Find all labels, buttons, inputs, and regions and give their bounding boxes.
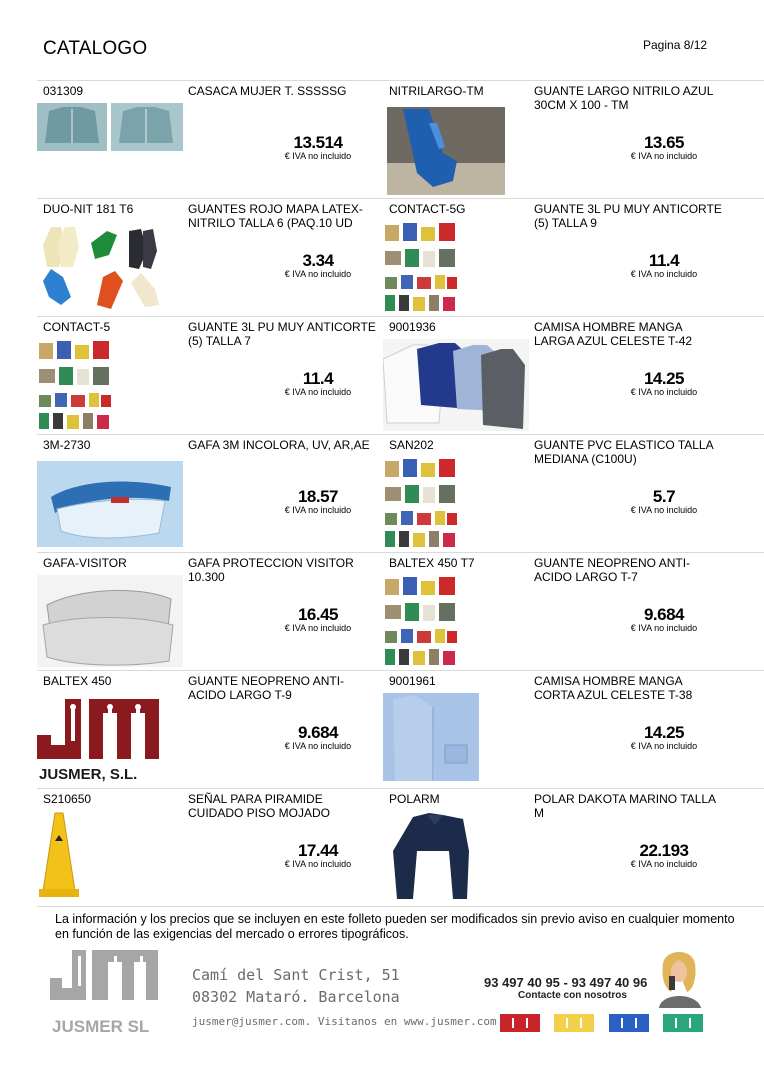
product-price: 13.65 xyxy=(643,133,685,152)
product-row xyxy=(37,316,764,434)
product-price: 9.684 xyxy=(643,605,685,624)
product-price: 3.34 xyxy=(302,251,334,270)
visitor-glasses-image xyxy=(37,575,183,667)
product-row xyxy=(37,198,764,316)
iva-note: € IVA no incluido xyxy=(630,859,698,869)
product-code: POLARM xyxy=(389,792,440,806)
blue-shirt-image xyxy=(383,693,529,785)
product-card[interactable] xyxy=(383,435,764,552)
product-card[interactable] xyxy=(37,81,383,198)
blue-glove-image xyxy=(383,103,529,195)
gloves-grid-image xyxy=(383,457,529,549)
product-card[interactable] xyxy=(383,671,764,788)
iva-note: € IVA no incluido xyxy=(630,151,698,161)
product-card[interactable] xyxy=(37,789,383,906)
iva-note: € IVA no incluido xyxy=(630,387,698,397)
product-description: GUANTE NEOPRENO ANTI-ACIDO LARGO T-7 xyxy=(534,556,691,584)
product-price: 16.45 xyxy=(297,605,339,624)
product-description: GUANTE PVC ELASTICO TALLA MEDIANA (C100U) xyxy=(534,438,713,466)
iva-note: € IVA no incluido xyxy=(284,151,352,161)
tunic-image xyxy=(37,103,183,195)
product-description: SEÑAL PARA PIRAMIDE CUIDADO PISO MOJADO xyxy=(188,792,331,820)
price-disclaimer: La información y los precios que se incluyen en este folleto pueden ser modificados sin previo aviso en cualquier momento en función de las exigencias del mercado o errores tipográficos. xyxy=(55,912,735,941)
wet-floor-cone-image xyxy=(37,811,183,903)
jusmer-logo xyxy=(37,693,183,785)
gloves-grid-image xyxy=(383,575,529,667)
product-code: SAN202 xyxy=(389,438,434,452)
gloves-grid-image xyxy=(37,339,183,431)
iva-note: € IVA no incluido xyxy=(284,387,352,397)
page-number: Pagina 8/12 xyxy=(643,38,708,52)
product-price: 18.57 xyxy=(297,487,339,506)
product-description: GUANTE NEOPRENO ANTI-ACIDO LARGO T-9 xyxy=(188,674,345,702)
product-card[interactable] xyxy=(383,81,764,198)
product-row xyxy=(37,80,764,198)
product-code: CONTACT-5 xyxy=(43,320,111,334)
product-code: GAFA-VISITOR xyxy=(43,556,127,570)
call-center-woman-image xyxy=(653,946,707,1008)
product-code: DUO-NIT 181 T6 xyxy=(43,202,134,216)
product-code: NITRILARGO-TM xyxy=(389,84,484,98)
iva-note: € IVA no incluido xyxy=(284,505,352,515)
contact-us-label: Contacte con nosotros xyxy=(518,990,627,1001)
product-grid xyxy=(37,80,764,907)
product-row xyxy=(37,670,764,788)
iva-note: € IVA no incluido xyxy=(630,505,698,515)
jm-logo-teal xyxy=(663,1010,703,1034)
product-description: GUANTES ROJO MAPA LATEX-NITRILO TALLA 6 (PAQ.10 UD xyxy=(188,202,363,230)
product-description: GUANTE 3L PU MUY ANTICORTE (5) TALLA 7 xyxy=(188,320,376,348)
product-card[interactable] xyxy=(383,199,764,316)
product-price: 13.514 xyxy=(293,133,343,152)
product-card[interactable] xyxy=(37,435,383,552)
iva-note: € IVA no incluido xyxy=(284,741,352,751)
product-description: POLAR DAKOTA MARINO TALLA M xyxy=(534,792,716,820)
product-code: CONTACT-5G xyxy=(389,202,466,216)
product-code: 9001961 xyxy=(389,674,436,688)
phone-numbers[interactable]: 93 497 40 95 - 93 497 40 96 xyxy=(484,975,648,990)
product-description: CAMISA HOMBRE MANGA LARGA AZUL CELESTE T-42 xyxy=(534,320,693,348)
iva-note: € IVA no incluido xyxy=(284,623,352,633)
jusmer-sl-logo xyxy=(46,948,162,1036)
product-price: 5.7 xyxy=(652,487,676,506)
product-price: 11.4 xyxy=(648,251,680,270)
product-card[interactable] xyxy=(37,199,383,316)
product-description: GAFA PROTECCION VISITOR 10.300 xyxy=(188,556,354,584)
jm-logo-yellow xyxy=(554,1010,594,1034)
product-row xyxy=(37,552,764,670)
product-card[interactable] xyxy=(37,317,383,434)
jusmer-logo-text: JUSMER, S.L. xyxy=(39,766,138,783)
fleece-jacket-image xyxy=(383,811,529,903)
product-code: BALTEX 450 xyxy=(43,674,112,688)
shirts-image xyxy=(383,339,529,431)
iva-note: € IVA no incluido xyxy=(630,269,698,279)
product-description: GUANTE LARGO NITRILO AZUL 30CM X 100 - TM xyxy=(534,84,713,112)
contact-email-web[interactable]: jusmer@jusmer.com. Visitanos en www.jusmer.com xyxy=(192,1015,497,1028)
iva-note: € IVA no incluido xyxy=(284,269,352,279)
address-street: Camí del Sant Crist, 51 xyxy=(192,966,400,984)
product-description: GAFA 3M INCOLORA, UV, AR,AE xyxy=(188,438,370,452)
product-price: 17.44 xyxy=(297,841,339,860)
company-address xyxy=(192,964,497,1032)
product-description: CAMISA HOMBRE MANGA CORTA AZUL CELESTE T-38 xyxy=(534,674,693,702)
product-price: 11.4 xyxy=(302,369,334,388)
product-price: 14.25 xyxy=(643,369,685,388)
product-description: CASACA MUJER T. SSSSSG xyxy=(188,84,347,98)
iva-note: € IVA no incluido xyxy=(630,741,698,751)
product-card[interactable] xyxy=(383,317,764,434)
product-code: BALTEX 450 T7 xyxy=(389,556,475,570)
product-price: 22.193 xyxy=(639,841,689,860)
product-card[interactable] xyxy=(383,789,764,906)
product-description: GUANTE 3L PU MUY ANTICORTE (5) TALLA 9 xyxy=(534,202,722,230)
jm-logo-red xyxy=(500,1010,540,1034)
iva-note: € IVA no incluido xyxy=(630,623,698,633)
address-city: 08302 Mataró. Barcelona xyxy=(192,988,400,1006)
product-code: S210650 xyxy=(43,792,92,806)
product-row xyxy=(37,434,764,552)
product-card[interactable] xyxy=(37,671,383,788)
product-code: 9001936 xyxy=(389,320,436,334)
gloves-grid-image xyxy=(383,221,529,313)
product-card[interactable] xyxy=(37,553,383,670)
jusmer-sl-logo-text: JUSMER SL xyxy=(52,1017,150,1036)
product-price: 9.684 xyxy=(297,723,339,742)
product-price: 14.25 xyxy=(643,723,685,742)
goggles-image xyxy=(37,457,183,549)
product-row xyxy=(37,788,764,907)
product-card[interactable] xyxy=(383,553,764,670)
product-code: 031309 xyxy=(43,84,84,98)
catalog-title: CATALOGO xyxy=(43,38,148,59)
gloves-assortment-image xyxy=(37,221,183,313)
iva-note: € IVA no incluido xyxy=(284,859,352,869)
brand-logos xyxy=(500,1010,713,1039)
jm-logo-blue xyxy=(609,1010,649,1034)
product-code: 3M-2730 xyxy=(43,438,91,452)
